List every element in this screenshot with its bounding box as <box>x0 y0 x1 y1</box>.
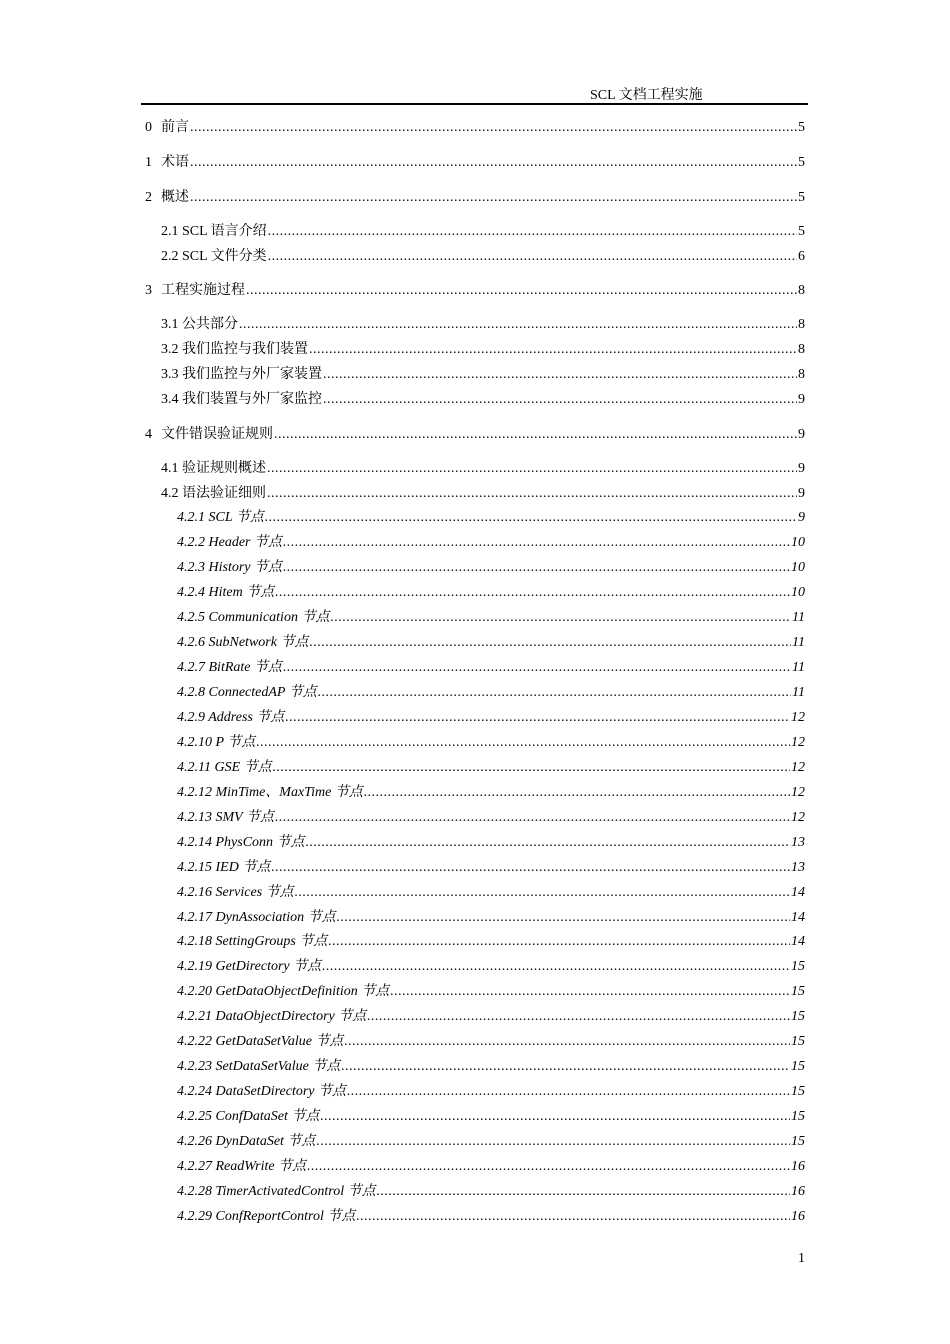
toc-entry[interactable] <box>145 426 805 444</box>
toc-entry-page: 14 <box>791 885 805 900</box>
toc-dot-leader <box>246 282 797 300</box>
toc-dot-leader <box>274 426 797 444</box>
toc-entry[interactable] <box>177 709 805 727</box>
toc-dot-leader <box>347 1083 790 1101</box>
toc-dot-leader <box>341 1058 790 1076</box>
toc-dot-leader <box>390 983 790 1001</box>
toc-entry-label <box>161 341 308 359</box>
toc-entry-label <box>145 426 273 444</box>
toc-entry-text: 4.2.15 IED 节点 <box>177 860 271 875</box>
toc-entry-page: 11 <box>792 660 805 675</box>
toc-entry-page: 14 <box>791 910 805 925</box>
toc-entry-text: 4.2.1 SCL 节点 <box>177 510 264 525</box>
toc-dot-leader <box>309 634 791 652</box>
toc-dot-leader <box>344 1033 790 1051</box>
toc-dot-leader <box>306 834 790 852</box>
toc-entry[interactable] <box>177 559 805 577</box>
toc-dot-leader <box>377 1183 790 1201</box>
toc-dot-leader <box>307 1158 790 1176</box>
toc-entry[interactable] <box>177 958 805 976</box>
toc-entry-label <box>161 223 267 241</box>
toc-entry-page: 12 <box>791 810 805 825</box>
toc-entry-page: 15 <box>791 1084 805 1099</box>
toc-entry-label <box>177 584 274 602</box>
toc-entry-label <box>177 784 363 802</box>
toc-dot-leader <box>283 559 790 577</box>
toc-entry-page: 13 <box>791 835 805 850</box>
toc-entry[interactable] <box>177 1008 805 1026</box>
toc-dot-leader <box>318 684 791 702</box>
toc-entry[interactable] <box>161 366 805 384</box>
toc-entry-text: 4.2.23 SetDataSetValue 节点 <box>177 1059 341 1074</box>
toc-entry-page: 16 <box>791 1184 805 1199</box>
toc-entry-page: 12 <box>791 735 805 750</box>
toc-entry-text: 文件错误验证规则 <box>161 427 273 442</box>
toc-entry[interactable] <box>145 189 805 207</box>
toc-entry-label <box>177 958 321 976</box>
toc-entry-number: 0 <box>145 120 152 135</box>
toc-entry[interactable] <box>177 634 805 652</box>
toc-dot-leader <box>190 154 797 172</box>
toc-dot-leader <box>316 1133 790 1151</box>
toc-dot-leader <box>256 734 790 752</box>
toc-entry[interactable] <box>177 1133 805 1151</box>
toc-entry-text: 4.2.28 TimerActivatedControl 节点 <box>177 1184 376 1199</box>
toc-entry-page: 13 <box>791 860 805 875</box>
toc-entry-text: 4.2.9 Address 节点 <box>177 710 285 725</box>
toc-entry-label <box>177 559 282 577</box>
toc-dot-leader <box>328 933 790 951</box>
toc-entry-number: 3 <box>145 283 152 298</box>
toc-entry-label <box>177 609 329 627</box>
toc-entry[interactable] <box>161 316 805 334</box>
toc-dot-leader <box>268 248 797 266</box>
toc-entry[interactable] <box>177 584 805 602</box>
toc-entry-label <box>145 282 245 300</box>
toc-entry-text: 概述 <box>161 190 189 205</box>
toc-entry-page: 12 <box>791 760 805 775</box>
toc-dot-leader <box>330 609 791 627</box>
toc-entry[interactable] <box>177 834 805 852</box>
toc-entry-text: 4.2.10 P 节点 <box>177 735 256 750</box>
toc-entry-page: 11 <box>792 635 805 650</box>
toc-entry[interactable] <box>177 684 805 702</box>
toc-entry-label <box>177 534 282 552</box>
toc-dot-leader <box>367 1008 790 1026</box>
toc-entry-label <box>161 366 322 384</box>
toc-entry-text: 4.2.17 DynAssociation 节点 <box>177 910 336 925</box>
toc-entry-page: 5 <box>798 190 805 205</box>
toc-entry-label <box>177 909 336 927</box>
toc-entry-text: 2.2 SCL 文件分类 <box>161 249 267 264</box>
toc-entry-page: 16 <box>791 1159 805 1174</box>
toc-entry-label <box>177 709 284 727</box>
toc-entry-label <box>177 509 264 527</box>
toc-entry[interactable] <box>177 884 805 902</box>
toc-entry[interactable] <box>177 1033 805 1051</box>
toc-entry-label <box>177 1083 346 1101</box>
toc-entry[interactable] <box>161 485 805 503</box>
toc-entry-label <box>177 1058 340 1076</box>
toc-entry-text: 术语 <box>161 155 189 170</box>
toc-entry[interactable] <box>177 933 805 951</box>
toc-entry-text: 4.2.22 GetDataSetValue 节点 <box>177 1034 344 1049</box>
toc-dot-leader <box>295 884 790 902</box>
toc-entry-text: 3.2 我们监控与我们装置 <box>161 342 308 357</box>
toc-entry-text: 4.2.26 DynDataSet 节点 <box>177 1134 316 1149</box>
toc-entry-text: 4.2.20 GetDataObjectDefinition 节点 <box>177 984 390 999</box>
toc-entry-page: 9 <box>798 486 805 501</box>
toc-entry-number: 4 <box>145 427 152 442</box>
toc-dot-leader <box>268 223 797 241</box>
toc-entry-page: 15 <box>791 1009 805 1024</box>
toc-entry-page: 15 <box>791 959 805 974</box>
toc-dot-leader <box>283 659 791 677</box>
toc-entry[interactable] <box>177 1158 805 1176</box>
toc-entry[interactable] <box>177 609 805 627</box>
toc-entry-page: 9 <box>798 510 805 525</box>
toc-entry-label <box>161 460 266 478</box>
toc-entry-text: 4.2.19 GetDirectory 节点 <box>177 959 322 974</box>
toc-entry[interactable] <box>177 1208 805 1226</box>
toc-entry-label <box>177 933 327 951</box>
toc-entry-page: 11 <box>792 685 805 700</box>
toc-dot-leader <box>271 859 790 877</box>
toc-dot-leader <box>267 460 797 478</box>
toc-entry-text: 4.2.6 SubNetwork 节点 <box>177 635 309 650</box>
toc-entry-label <box>177 1033 343 1051</box>
toc-entry-page: 10 <box>791 585 805 600</box>
toc-entry-text: 4.2.27 ReadWrite 节点 <box>177 1159 307 1174</box>
toc-entry-page: 8 <box>798 342 805 357</box>
toc-entry-label <box>177 1183 376 1201</box>
toc-entry-text: 4.2 语法验证细则 <box>161 486 266 501</box>
toc-entry-page: 12 <box>791 785 805 800</box>
toc-entry[interactable] <box>177 1058 805 1076</box>
toc-entry-label <box>177 983 389 1001</box>
toc-entry-label <box>177 759 272 777</box>
toc-entry-page: 16 <box>791 1209 805 1224</box>
toc-entry-text: 4.2.5 Communication 节点 <box>177 610 330 625</box>
toc-dot-leader <box>267 485 797 503</box>
toc-entry-page: 15 <box>791 1134 805 1149</box>
toc-dot-leader <box>364 784 790 802</box>
toc-entry-text: 4.2.8 ConnectedAP 节点 <box>177 685 317 700</box>
toc-entry-page: 15 <box>791 1109 805 1124</box>
toc-dot-leader <box>322 958 790 976</box>
toc-entry-label <box>177 1108 319 1126</box>
page-number: 1 <box>798 1251 805 1266</box>
toc-entry-label <box>145 189 189 207</box>
toc-entry-label <box>161 316 238 334</box>
toc-entry-page: 8 <box>798 283 805 298</box>
toc-entry-text: 4.2.16 Services 节点 <box>177 885 294 900</box>
toc-entry-page: 5 <box>798 155 805 170</box>
toc-entry-label <box>177 1208 355 1226</box>
toc-entry-page: 15 <box>791 984 805 999</box>
toc-dot-leader <box>275 809 790 827</box>
toc-entry[interactable] <box>161 248 805 266</box>
toc-dot-leader <box>337 909 790 927</box>
toc-entry-page: 5 <box>798 224 805 239</box>
toc-entry[interactable] <box>177 659 805 677</box>
toc-entry-label <box>177 734 255 752</box>
toc-entry-label <box>161 248 267 266</box>
toc-entry-label <box>177 834 305 852</box>
toc-entry-text: 工程实施过程 <box>161 283 245 298</box>
toc-entry-text: 4.2.11 GSE 节点 <box>177 760 272 775</box>
toc-dot-leader <box>309 341 797 359</box>
toc-entry-page: 15 <box>791 1034 805 1049</box>
toc-entry[interactable] <box>145 119 805 137</box>
toc-entry-page: 10 <box>791 535 805 550</box>
toc-entry-label <box>177 884 294 902</box>
toc-entry-text: 4.2.29 ConfReportControl 节点 <box>177 1209 356 1224</box>
toc-entry-page: 11 <box>792 610 805 625</box>
toc-dot-leader <box>273 759 790 777</box>
toc-entry-label <box>177 1008 366 1026</box>
toc-entry-text: 4.2.7 BitRate 节点 <box>177 660 282 675</box>
toc-dot-leader <box>190 189 797 207</box>
toc-entry[interactable] <box>161 391 805 409</box>
toc-entry-page: 8 <box>798 367 805 382</box>
toc-entry[interactable] <box>177 734 805 752</box>
toc-entry-number: 2 <box>145 190 152 205</box>
toc-entry-text: 4.2.2 Header 节点 <box>177 535 282 550</box>
running-header-title: SCL 文档工程实施 <box>590 88 703 103</box>
toc-entry-page: 9 <box>798 427 805 442</box>
toc-entry[interactable] <box>177 534 805 552</box>
toc-entry[interactable] <box>161 460 805 478</box>
toc-entry-label <box>145 119 189 137</box>
toc-entry-number: 1 <box>145 155 152 170</box>
toc-entry-page: 10 <box>791 560 805 575</box>
toc-entry-text: 4.2.12 MinTime、MaxTime 节点 <box>177 785 363 800</box>
toc-entry-page: 5 <box>798 120 805 135</box>
toc-entry[interactable] <box>177 759 805 777</box>
toc-entry[interactable] <box>177 1183 805 1201</box>
toc-entry-page: 9 <box>798 461 805 476</box>
toc-dot-leader <box>265 509 797 527</box>
toc-entry[interactable] <box>177 983 805 1001</box>
toc-dot-leader <box>323 391 797 409</box>
toc-entry-page: 12 <box>791 710 805 725</box>
toc-entry-page: 6 <box>798 249 805 264</box>
toc-entry[interactable] <box>161 341 805 359</box>
toc-dot-leader <box>239 316 797 334</box>
toc-entry[interactable] <box>145 282 805 300</box>
toc-entry-page: 8 <box>798 317 805 332</box>
toc-entry-text: 4.2.14 PhysConn 节点 <box>177 835 305 850</box>
toc-entry-page: 14 <box>791 934 805 949</box>
toc-entry-text: 4.2.21 DataObjectDirectory 节点 <box>177 1009 367 1024</box>
toc-entry-text: 4.2.18 SettingGroups 节点 <box>177 934 328 949</box>
toc-entry[interactable] <box>177 809 805 827</box>
toc-entry-text: 前言 <box>161 120 189 135</box>
toc-entry-text: 3.3 我们监控与外厂家装置 <box>161 367 322 382</box>
toc-entry-text: 4.2.4 Hitem 节点 <box>177 585 275 600</box>
toc-entry[interactable] <box>145 154 805 172</box>
toc-dot-leader <box>283 534 790 552</box>
toc-entry-label <box>177 634 308 652</box>
toc-dot-leader <box>275 584 790 602</box>
toc-entry-text: 3.1 公共部分 <box>161 317 238 332</box>
toc-dot-leader <box>190 119 797 137</box>
toc-entry-text: 4.2.13 SMV 节点 <box>177 810 274 825</box>
toc-entry-text: 4.1 验证规则概述 <box>161 461 266 476</box>
toc-entry[interactable] <box>177 859 805 877</box>
toc-entry-label <box>177 659 282 677</box>
toc-entry-page: 15 <box>791 1059 805 1074</box>
toc-entry-text: 4.2.25 ConfDataSet 节点 <box>177 1109 320 1124</box>
toc-entry-label <box>177 1158 306 1176</box>
toc-entry[interactable] <box>177 1083 805 1101</box>
toc-dot-leader <box>320 1108 790 1126</box>
toc-entry[interactable] <box>161 223 805 241</box>
toc-entry[interactable] <box>177 784 805 802</box>
toc-entry-label <box>161 391 322 409</box>
toc-entry-label <box>177 859 270 877</box>
toc-entry[interactable] <box>177 509 805 527</box>
toc-entry-label <box>177 809 274 827</box>
toc-entry-label <box>177 684 317 702</box>
toc-entry-text: 4.2.24 DataSetDirectory 节点 <box>177 1084 347 1099</box>
toc-entry-text: 2.1 SCL 语言介绍 <box>161 224 267 239</box>
toc-dot-leader <box>356 1208 790 1226</box>
toc-dot-leader <box>323 366 797 384</box>
toc-entry[interactable] <box>177 1108 805 1126</box>
toc-entry[interactable] <box>177 909 805 927</box>
toc-entry-label <box>161 485 266 503</box>
toc-dot-leader <box>285 709 790 727</box>
toc-entry-text: 4.2.3 History 节点 <box>177 560 282 575</box>
toc-entry-label <box>177 1133 315 1151</box>
toc-entry-page: 9 <box>798 392 805 407</box>
toc-entry-label <box>145 154 189 172</box>
toc-entry-text: 3.4 我们装置与外厂家监控 <box>161 392 322 407</box>
